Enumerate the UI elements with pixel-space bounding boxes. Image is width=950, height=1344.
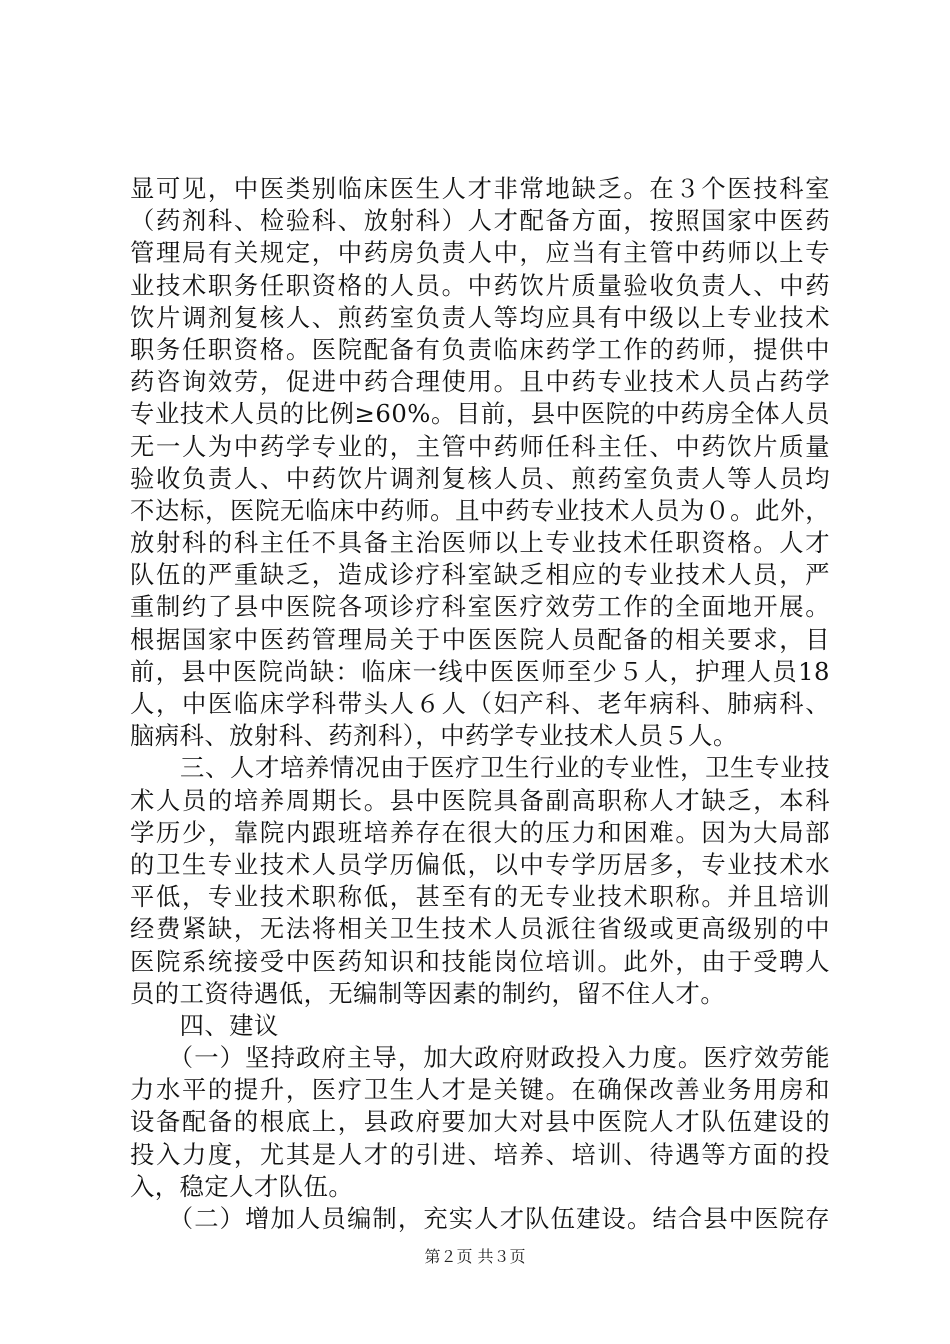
text-line: 设备配备的根底上，县政府要加大对县中医院人才队伍建设的 (130, 1107, 830, 1137)
text-line: （一）坚持政府主导，加大政府财政投入力度。医疗效劳能 (130, 1043, 830, 1073)
text-line: 力水平的提升，医疗卫生人才是关键。在确保改善业务用房和 (130, 1075, 830, 1105)
text-line: 平低，专业技术职称低，甚至有的无专业技术职称。并且培训 (130, 882, 830, 912)
text-line: 医院系统接受中医药知识和技能岗位培训。此外，由于受聘人 (130, 946, 830, 976)
text-line: 业技术职务任职资格的人员。中药饮片质量验收负责人、中药 (130, 270, 830, 300)
text-line: 学历少，靠院内跟班培养存在很大的压力和困难。因为大局部 (130, 817, 830, 847)
text-line: 四、建议 (130, 1010, 279, 1040)
text-line: 药咨询效劳，促进中药合理使用。且中药专业技术人员占药学 (130, 367, 830, 397)
text-line: 经费紧缺，无法将相关卫生技术人员派往省级或更高级别的中 (130, 914, 830, 944)
body-text (130, 173, 830, 1235)
text-line: 管理局有关规定，中药房负责人中，应当有主管中药师以上专 (130, 238, 830, 268)
text-line: 投入力度，尤其是人才的引进、培养、培训、待遇等方面的投 (130, 1139, 830, 1169)
text-line: 员的工资待遇低，无编制等因素的制约，留不住人才。 (130, 978, 726, 1008)
text-line: 验收负责人、中药饮片调剂复核人员、煎药室负责人等人员均 (130, 463, 830, 493)
text-line: 显可见，中医类别临床医生人才非常地缺乏。在３个医技科室 (130, 174, 830, 203)
text-line: 放射科的科主任不具备主治医师以上专业技术任职资格。人才 (130, 528, 830, 558)
page-footer: 第２页 共３页 (424, 1247, 526, 1266)
text-line: （二）增加人员编制，充实人才队伍建设。结合县中医院存 (130, 1204, 830, 1233)
text-line: 前，县中医院尚缺：临床一线中医医师至少５人，护理人员18 (130, 656, 830, 686)
text-line: 根据国家中医药管理局关于中医医院人员配备的相关要求，目 (130, 624, 830, 654)
text-line: 的卫生专业技术人员学历偏低，以中专学历居多，专业技术水 (130, 849, 830, 879)
text-line: 入，稳定人才队伍。 (130, 1171, 354, 1201)
text-line: 人，中医临床学科带头人６人（妇产科、老年病科、肺病科、 (130, 689, 830, 718)
text-line: 职务任职资格。医院配备有负责临床药学工作的药师，提供中 (130, 334, 830, 364)
text-line: 不达标，医院无临床中药师。且中药专业技术人员为０。此外， (130, 495, 830, 525)
text-line: 三、人才培养情况由于医疗卫生行业的专业性，卫生专业技 (130, 753, 830, 783)
text-line: 重制约了县中医院各项诊疗科室医疗效劳工作的全面地开展。 (130, 592, 830, 622)
text-line: 无一人为中药学专业的，主管中药师任科主任、中药饮片质量 (130, 431, 830, 461)
text-line: 专业技术人员的比例≥60%。目前，县中医院的中药房全体人员 (130, 399, 830, 429)
text-line: 术人员的培养周期长。县中医院具备副高职称人才缺乏，本科 (130, 785, 830, 815)
text-line: （药剂科、检验科、放射科）人才配备方面，按照国家中医药 (130, 206, 830, 236)
text-line: 脑病科、放射科、药剂科），中药学专业技术人员５人。 (130, 721, 738, 751)
text-line: 队伍的严重缺乏，造成诊疗科室缺乏相应的专业技术人员，严 (130, 560, 830, 590)
text-line: 饮片调剂复核人、煎药室负责人等均应具有中级以上专业技术 (130, 302, 830, 332)
